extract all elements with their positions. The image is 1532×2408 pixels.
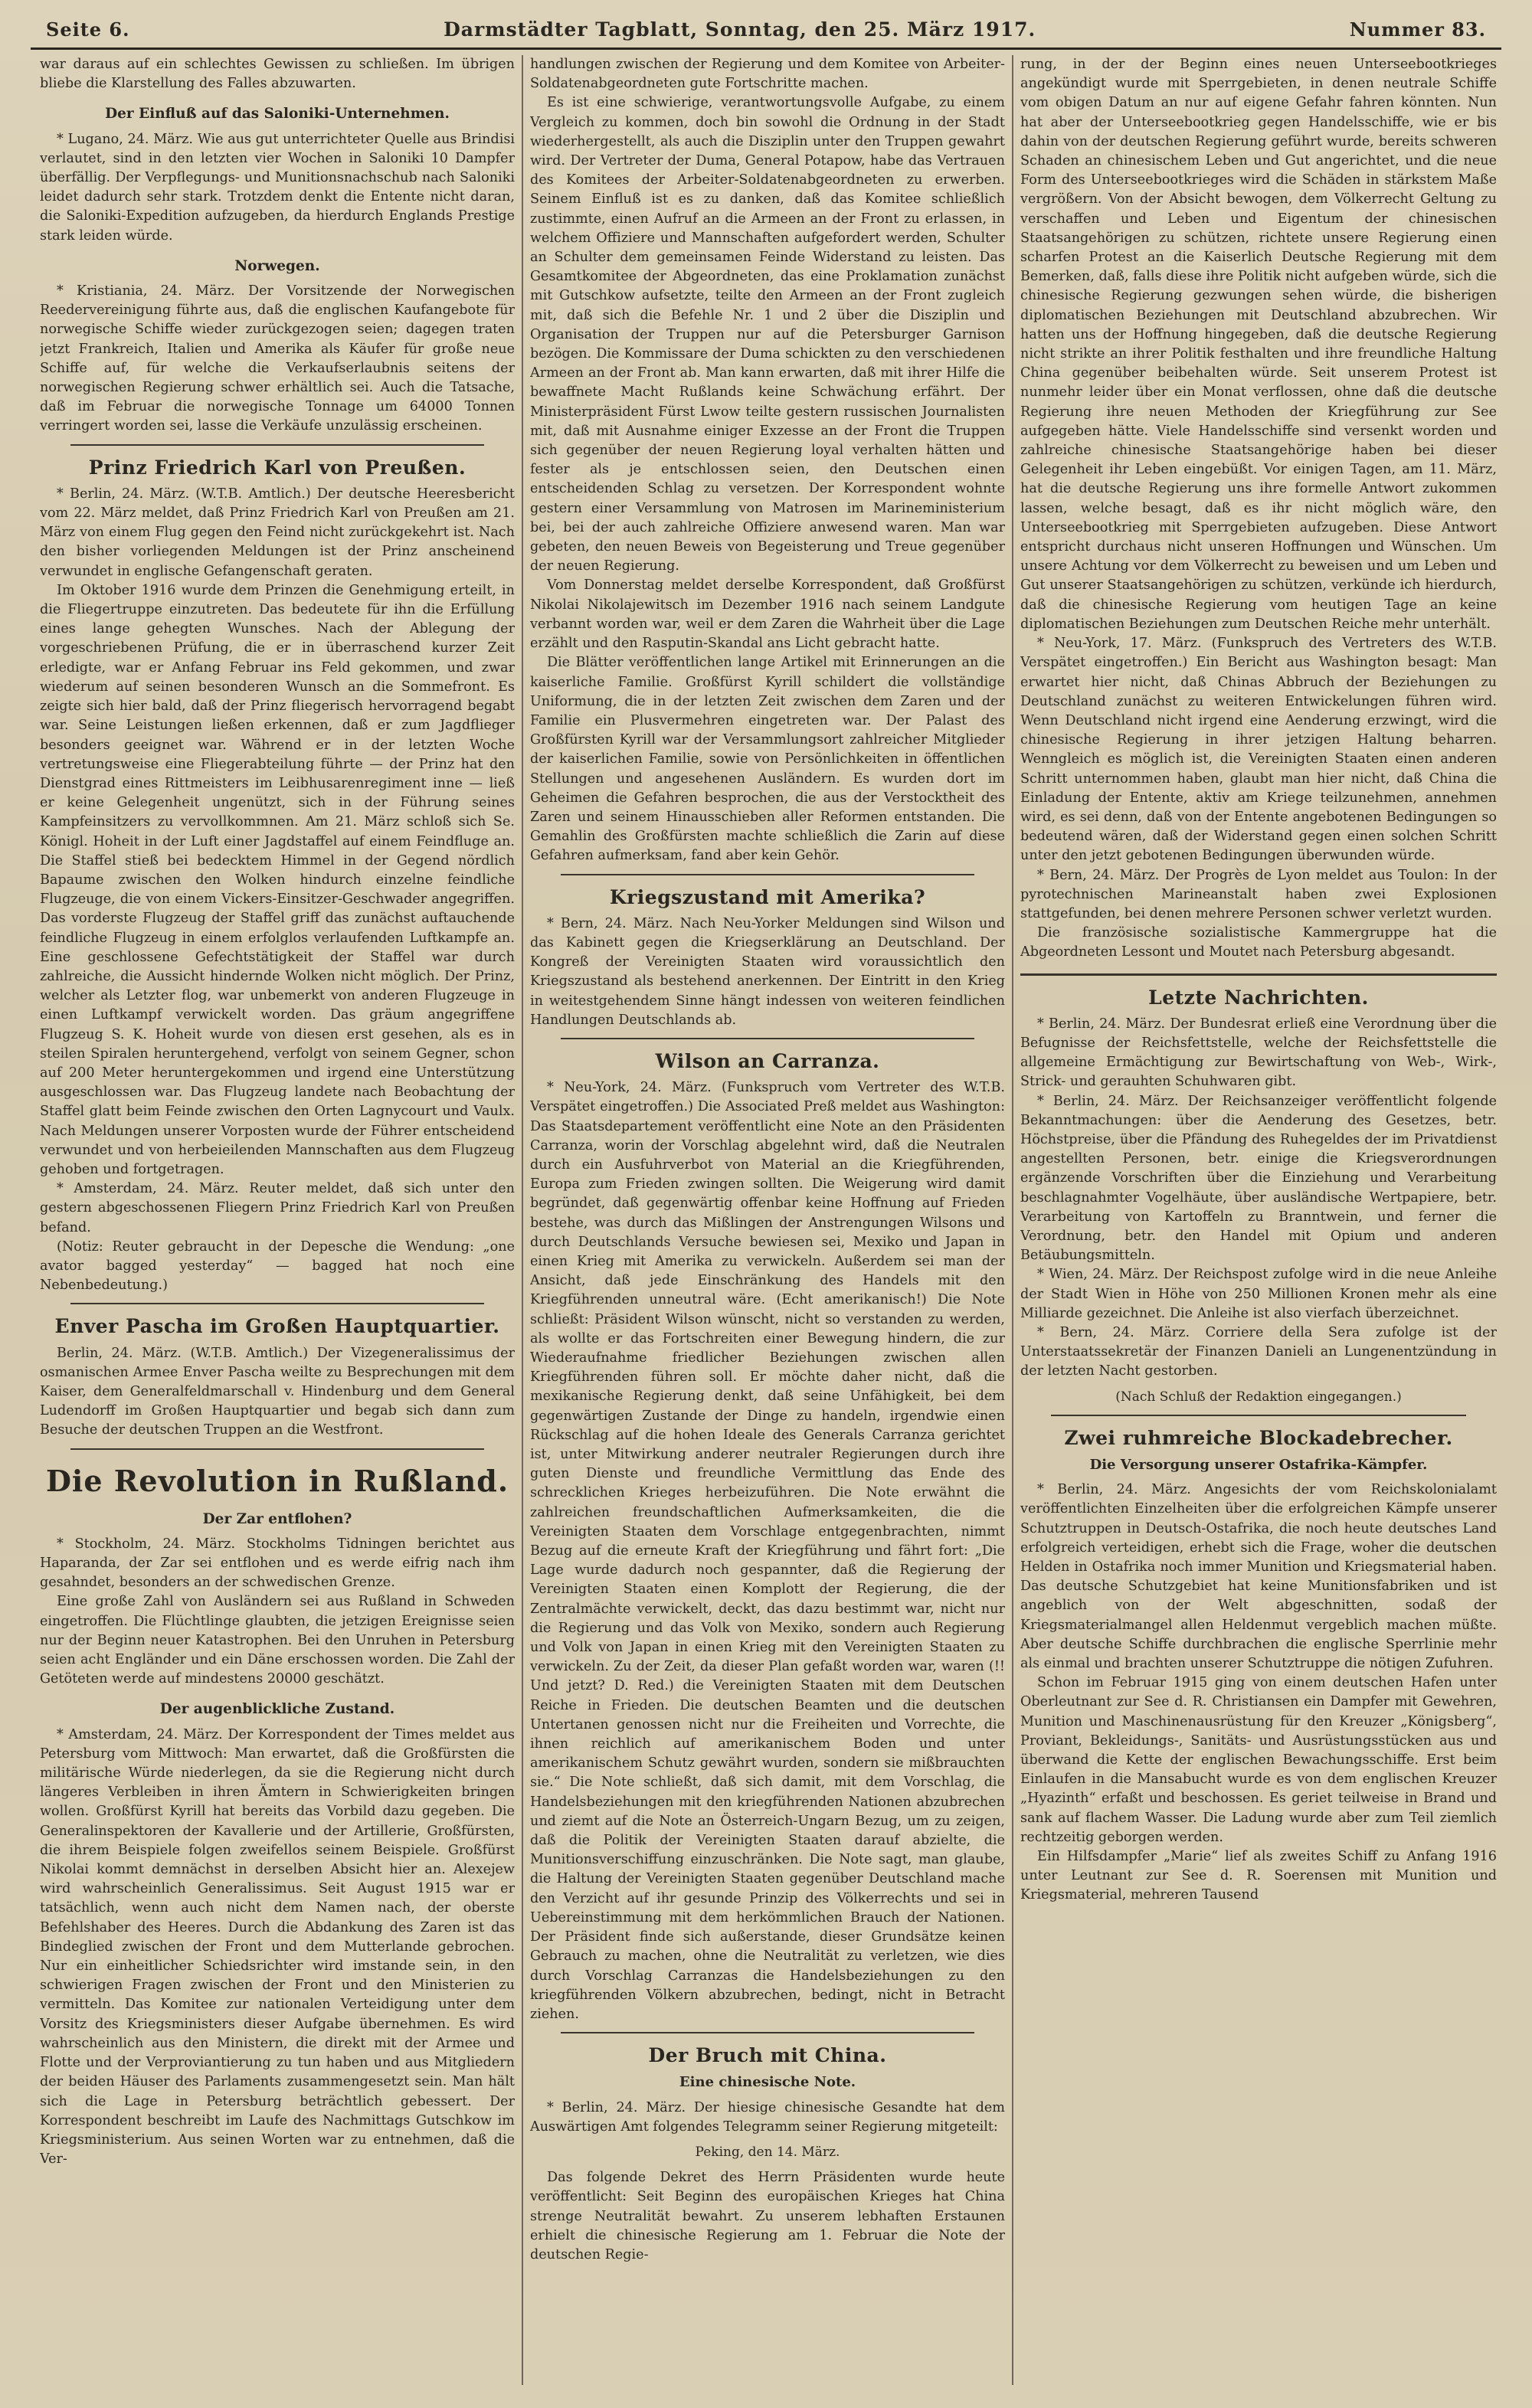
article-headline: Der Bruch mit China. bbox=[648, 2044, 887, 2067]
article-paragraph: * Kristiania, 24. März. Der Vorsitzende der Norwegischen Reedervereinigung führte aus, daß die englischen Kaufangebote für norwegische Schiffe wieder zurückgezogen seien; dagegen traten jetzt Frankreich, Italien und Amerika als Käufer für große neue Schiffe auf, für welche die Verkaufserlaubnis seitens der norwegischen Regierung schwer erhältlich sei. Auch die Tatsache, daß im Februar die norwegische Tonnage um 64000 Tonnen verringert worden sei, lasse die Verkäufe unzulässig erscheinen. bbox=[40, 283, 515, 434]
section-heading: Der augenblickliche Zustand. bbox=[159, 1701, 395, 1718]
article-paragraph: * Neu-York, 17. März. (Funkspruch des Vertreters des W.T.B. Verspätet eingetroffen.) Ein Bericht aus Washington besagt: Man erwartet hier nicht, daß Chinas Abbruch der Beziehungen zu Deutschland zunächst zu weiteren Entwickelungen führen wird. Wenn Deutschland nicht irgend eine Aenderung erzwingt, wird die chinesische Regierung in ihrer jetzigen Haltung beharren. Wenngleich es möglich ist, die Vereinigten Staaten einen anderen Schritt unternommen haben, glaubt man hier nicht, daß China die Einladung der Entente, aktiv am Kriege teilzunehmen, annehmen wird, es sei denn, daß von der Entente angebotenen Bedingungen so bedeutend wären, daß der Widerstand gegen einen solchen Schritt unter den jetzt gebotenen Bedingungen überwunden würde. bbox=[1020, 636, 1497, 864]
continued-text: handlungen zwischen der Regierung und dem Komitee von Arbeiter-Soldatenabgeordneten gute Fortschritte machen. bbox=[530, 57, 1005, 92]
section-heading: Der Zar entflohen? bbox=[202, 1510, 352, 1527]
article-subheading: Die Versorgung unserer Ostafrika-Kämpfer. bbox=[1089, 1457, 1428, 1474]
section-rule bbox=[1020, 973, 1497, 976]
article-paragraph: Eine große Zahl von Ausländern sei aus Rußland in Schweden eingetroffen. Die Flüchtlinge glaubten, die jetzigen Ereignisse seien nur der Beginn neuer Katastrophen. Bei den Unruhen in Petersburg seien acht Engländer und ein Däne erschossen worden. Die Zahl der Getöteten werde auf mindestens 20000 geschätzt. bbox=[40, 1594, 515, 1687]
article-paragraph: * Neu-York, 24. März. (Funkspruch vom Vertreter des W.T.B. Verspätet eingetroffen.) Die Associated Preß meldet aus Washington: Das Staatsdepartement veröffentlicht eine Note an den Präsidenten Carranza, worin der Vorschlag abgelehnt wird, daß die Neutralen durch ein Ausfuhrverbot von Material an die Kriegführenden, Europa zum Frieden zwingen sollten. Die Weigerung wird damit begründet, daß gegenwärtig offenbar keine Hoffnung auf Frieden bestehe, was durch das Mißlingen der Anstrengungen Wilsons und durch Deutschlands Versuche bewiesen sei, Mexiko und Japan in einen Krieg mit Amerika zu verwickeln. Außerdem sei man der Ansicht, daß jede Einschränkung des Handels mit den Kriegführenden unneutral wäre. (Echt amerikanisch!) Die Note schließt: Präsident Wilson wünscht, nicht so verstanden zu werden, als wollte er das Fortschreiten einer Bewegung hindern, die zur Wiederaufnahme friedlicher Beziehungen zwischen allen Kriegführenden führen soll. Er möchte daher nicht, daß die mexikanische Regierung denkt, daß seine Unfähigkeit, bei dem gegenwärtigen Zustande der Dinge zu handeln, irgendwie einen Rückschlag auf die hohen Ideale des Generals Carranza gerichtet ist, unter Mitwirkung anderer neutraler Regierungen durch ihre guten Dienste und freundliche Vermittlung das Ende des schrecklichen Krieges herbeizuführen. Die Note erwähnt die zahlreichen freundschaftlichen Aufmerksamkeiten, die die Vereinigten Staaten dem Vorschlage entgegenbrachten, nimmt Bezug auf die erneute Kraft der Kriegführung und fährt fort: „Die Lage wurde dadurch noch gespannter, daß die Regierung der Vereinigten Staaten einen Komplott der Regierung, die der Zentralmächte verwickelt, deckt, das dazu bestimmt war, nicht nur die Regierung und das Volk von Mexiko, sondern auch Regierung und Volk von Japan in einen Krieg mit den Vereinigten Staaten zu verwickeln. Zu der Zeit, da dieser Plan gefaßt worden war, waren (!! Und jetzt? D. Red.) die Vereinigten Staaten mit dem Deutschen Reiche in Frieden. Die deutschen Beamten und die deutschen Untertanen genossen nicht nur die Freiheiten und Vorrechte, die ihnen reichlich auf amerikanischem Boden und unter amerikanischem Schutz gewährt wurden, sondern sie mißbrauchten sie.“ Die Note schließt, daß sich damit, mit dem Vorschlag, die Handelsbeziehungen mit den kriegführenden Nationen abzubrechen und ziemt auf die Note an Österreich-Ungarn Bezug, um zu zeigen, daß die Politik der Vereinigten Staaten darauf abzielte, die Munitionsverschiffung einzuschränken. Die Note sagt, man glaube, die Haltung der Vereinigten Staaten gegenüber Deutschland mache den Verzicht auf ihr gesunde Prinzip des Völkerrechts und sei in Uebereinstimmung mit dem herkömmlichen Brauch der Nationen. Der Präsident finde sich außerstande, dieser Grundsätze keinen Gebrauch zu machen, ohne die Neutralität zu verletzen, wie dies durch Vorschlag Carranzas die Handelsbeziehungen zu den kriegführenden Völkern abzubrechen, bedingt, nicht in Betracht ziehen. bbox=[530, 1080, 1005, 2022]
article-paragraph: * Amsterdam, 24. März. Reuter meldet, daß sich unter den gestern abgeschossenen Fliegern Prinz Friedrich Karl von Preußen befand. bbox=[40, 1181, 515, 1235]
article-divider bbox=[561, 874, 974, 875]
column-3 bbox=[1020, 55, 1497, 2385]
article-divider bbox=[561, 2032, 974, 2033]
article-headline: Kriegszustand mit Amerika? bbox=[609, 885, 926, 908]
article-paragraph: Es ist eine schwierige, verantwortungsvolle Aufgabe, zu einem Vergleich zu kommen, doch bin sowohl die Ordnung in der Stadt wiederhergestellt, als auch die Disziplin unter den Truppen gewahrt wird. Der Vertreter der Duma, General Potapow, habe das Vertrauen des Komitees der Arbeiter-Soldatenabgeordneten zu erwerben. Seinem Einfluß ist es zu danken, daß das Komitee schließlich zustimmte, einen Aufruf an die Armeen an der Front zu erlassen, in welchem Offiziere und Mannschaften aufgefordert werden, Schulter an Schulter dem gemeinsamen Feinde Widerstand zu leisten. Das Gesamtkomitee der Abgeordneten, das eine Proklamation zunächst mit Gutschkow aufsetzte, teilte den Armeen an der Front zugleich mit, daß sich die Befehle Nr. 1 und 2 über die Disziplin und Organisation der Truppen nur auf die Petersburger Garnison bezögen. Die Kommissare der Duma schickten zu den verschiedenen Armeen an der Front ab. Man kann erwarten, daß mit ihrer Hilfe die bewaffnete Macht Rußlands keine Schwächung erfährt. Der Ministerpräsident Fürst Lwow teilte gestern russischen Journalisten mit, daß mit Ausnahme einiger Exzesse an der Front die Truppen sich gegenüber der neuen Regierung loyal verhalten hätten und fester als je entschlossen seien, den Deutschen einen entscheidenden Schlag zu versetzen. Der Korrespondent wohnte gestern einer Versammlung von Matrosen im Marineministerium bei, bei der auch zahlreiche Offiziere anwesend waren. Man war gebeten, den neuen Beweis von Begeisterung und Treue gegenüber der neuen Regierung. bbox=[530, 95, 1005, 574]
article-divider bbox=[70, 1303, 484, 1304]
article-paragraph: Die französische sozialistische Kammergruppe hat die Abgeordneten Lessont und Moutet nach Petersburg abgesandt. bbox=[1020, 925, 1497, 960]
article-paragraph: Im Oktober 1916 wurde dem Prinzen die Genehmigung erteilt, in die Fliegertruppe einzutreten. Das bedeutete für ihn die Erfüllung eines lange gehegten Wunsches. Nach der Ablegung der vorgeschriebenen Prüfung, die er in überraschend kurzer Zeit erledigte, war er Anfang Februar ins Feld gekommen, und zwar wiederum auf seinen besonderen Wunsch an die Sommefront. Es zeigte sich hier bald, daß der Prinz fliegerisch hervorragend begabt war. Seine Leistungen ließen erkennen, daß er zum Jagdflieger besonders geeignet war. Während er in der letzten Woche vertretungsweise eine Fliegerabteilung führte — der Prinz hat den Dienstgrad eines Rittmeisters im Leibhusarenregiment inne — ließ er keine Gelegenheit ungenützt, sich in der Führung seines Kampfeinsitzers zu vervollkommnen. Am 21. März schloß sich Se. Königl. Hoheit in der Luft einer Jagdstaffel auf einem Feindfluge an. Die Staffel stieß bei bedecktem Himmel in der Gegend nördlich Bapaume zwischen den Wolken hindurch einzelne feindliche Flugzeuge, die von einem Vickers-Einsitzer-Geschwader angegriffen. Das vorderste Flugzeug der Staffel griff das zunächst auftauchende feindliche Flugzeug in einem erfolglos verlaufenden Luftkampfe an. Eine geschlossene Gefechtstätigkeit der Staffel war durch zahlreiche, die Aussicht hindernde Wolken nicht möglich. Der Prinz, welcher als Letzter flog, war unbemerkt von anderen Flugzeuge in einen Luftkampf verwickelt worden. Das gräum angegriffene Flugzeug S. K. Hoheit wurde von diesen erst gesehen, als es in steilen Spiralen heruntergehend, verfolgt von seinem Gegner, schon auf 200 Meter heruntergekommen und irgend eine Unterstützung ausgeschlossen war. Das Flugzeug landete nach Beobachtung der Staffel glatt beim Feinde zwischen den Orten Lagnycourt und Vaulx. Nach Meldungen unserer Vorposten wurde der Führer entscheidend verwundet und von herbeieilenden Mannschaften aus dem Flugzeug gehoben und fortgetragen. bbox=[40, 582, 515, 1177]
continued-text: war daraus auf ein schlechtes Gewissen zu schließen. Im übrigen bliebe die Klarstellung des Falles abzuwarten. bbox=[40, 57, 515, 92]
article-paragraph: * Berlin, 24. März. Der Bundesrat erließ eine Verordnung über die Befugnisse der Reichsfettstelle, welche der Reichsfettstelle die allgemeine Ermächtigung zur Bewirtschaftung von Web-, Wirk-, Strick- und gerauhten Schuhwaren gibt. bbox=[1020, 1016, 1497, 1090]
article-headline: Letzte Nachrichten. bbox=[1148, 986, 1369, 1009]
article-paragraph: * Amsterdam, 24. März. Der Korrespondent der Times meldet aus Petersburg vom Mittwoch: Man erwartet, daß die Großfürsten die militärische Würde niederlegen, da sie die Regierung nicht durch längeres Verbleiben in ihren Ämtern in Schwierigkeiten bringen wollen. Großfürst Kyrill hat bereits das Vorbild dazu gegeben. Die Generalinspektoren der Kavallerie und der Artillerie, Großfürsten, die ihrem Beispiele folgen zweifellos seinem Beispiele. Großfürst Nikolai kommt demnächst in derselben Absicht hier an. Alexejew wird wahrscheinlich Generalissimus. Seit August 1915 war er tatsächlich, wenn auch nicht dem Namen nach, der oberste Befehlshaber des Heeres. Durch die Abdankung des Zaren ist das Bindeglied zwischen der Front und dem Mutterlande gebrochen. Nur ein einheitlicher Schiedsrichter wird imstande sein, in den schwierigen Fragen zwischen der Front und den Ministerien zu vermitteln. Das Komitee zur nationalen Verteidigung unter dem Vorsitz des Kriegsministers dieser Aufgabe übernehmen. Es wird wahrscheinlich aus den Ministern, die direkt mit der Armee und Flotte und der Verproviantierung zu tun haben und aus Mitgliedern der beiden Häuser des Parlaments zusammengesetzt sein. Man hält sich die Lage in Petersburg beträchtlich gebessert. Der Korrespondent beschreibt im Laufe des Nachmittags Gutschkow im Kriegsministerium. Aus seinen Worten war zu entnehmen, daß die Ver- bbox=[40, 1726, 515, 2168]
article-paragraph: Ein Hilfsdampfer „Marie“ lief als zweites Schiff zu Anfang 1916 unter Leutnant zur See d. R. Soerensen mit Munition und Kriegsmaterial, mehreren Tausend bbox=[1020, 1849, 1497, 1903]
page-number: Seite 6. bbox=[46, 18, 130, 41]
article-paragraph: * Berlin, 24. März. (W.T.B. Amtlich.) Der deutsche Heeresbericht vom 22. März meldet, daß Prinz Friedrich Karl von Preußen am 21. März von einem Flug gegen den Feind nicht zurückgekehrt ist. Nach den bisher vorliegenden Meldungen ist der Prinz anscheinend verwundet in englische Gefangenschaft geraten. bbox=[40, 486, 515, 579]
article-paragraph: * Berlin, 24. März. Der hiesige chinesische Gesandte hat dem Auswärtigen Amt folgendes Telegramm seiner Regierung mitgeteilt: bbox=[530, 2099, 1005, 2135]
article-headline: Wilson an Carranza. bbox=[655, 1049, 880, 1072]
header-rule bbox=[31, 47, 1501, 50]
newspaper-dateline: Darmstädter Tagblatt, Sonntag, den 25. März 1917. bbox=[444, 18, 1036, 41]
article-headline-large: Die Revolution in Rußland. bbox=[45, 1463, 509, 1498]
continued-text: rung, in der der Beginn eines neuen Unterseebootkrieges angekündigt wurde mit Sperrgebieten, in denen neutrale Schiffe vom obigen Datum an nur auf eigene Gefahr fahren könnten. Nun hat aber der Unterseebootkrieg gegen Handelsschiffe, wie er bis dahin von der deutschen Regierung geführt wurde, bereits schweren Schaden an chinesischem Leben und Gut angerichtet, und die neue Form des Unterseebootkrieges wird die Schäden in stärkstem Maße vergrößern. Von der Absicht bewogen, dem Völkerrecht Geltung zu verschaffen und Leben und Eigentum der chinesischen Staatsangehörigen zu schützen, richtete unsere Regierung einen scharfen Protest an die Kaiserlich Deutsche Regierung mit dem Bemerken, daß, falls diese ihre Politik nicht aufgeben würde, sich die chinesische Regierung gezwungen sehen würde, die bisherigen diplomatischen Beziehungen mit Deutschland abzubrechen. Wir hatten uns der Hoffnung hingegeben, daß die deutsche Regierung nicht strikte an ihrer Politik festhalten und ihre freundliche Haltung China gegenüber beibehalten würde. Seit unserem Protest ist nunmehr leider über ein Monat verflossen, ohne daß die deutsche Regierung ihre neuen Methoden der Kriegführung zur See aufgegeben hätte. Viele Handelsschiffe sind versenkt worden und zahlreiche chinesische Staatsangehörige haben bei dieser Gelegenheit ihr Leben eingebüßt. Vor einigen Tagen, am 11. März, hat die deutsche Regierung uns ihre formelle Antwort zukommen lassen, welche besagt, daß es ihr nicht möglich wäre, den Unterseebootkrieg mit Sperrgebieten aufzugeben. Diese Antwort entspricht durchaus nicht unseren Hoffnungen und Wünschen. Um unsere Achtung vor dem Völkerrecht zu beweisen und um Leben und Gut unserer Staatsangehörigen zu schützen, verkünde ich hierdurch, daß die chinesische Regierung vom heutigen Tage an keine diplomatischen Beziehungen zum Deutschen Reiche mehr unterhält. bbox=[1020, 57, 1497, 632]
article-paragraph: Die Blätter veröffentlichen lange Artikel mit Erinnerungen an die kaiserliche Familie. Großfürst Kyrill schildert die vollständige Uniformung, die in der letzten Zeit zwischen dem Zaren und der Familie ein Plusvermehren eingetreten war. Der Palast des Großfürsten Kyrill war der Versammlungsort zahlreicher Mitglieder der kaiserlichen Familie, sowie von Persönlichkeiten in öffentlichen Stellungen und angesehenen Ausländern. Es wurden dort im Geheimen die Gefahren besprochen, die aus der Verstocktheit des Zaren und seinem Hinausschieben aller Reformen entstanden. Die Gemahlin des Großfürsten machte schließlich die Zarin auf diese Gefahren aufmerksam, fand aber kein Gehör. bbox=[530, 655, 1005, 864]
section-heading: Der Einfluß auf das Saloniki-Unternehmen. bbox=[105, 106, 450, 123]
article-divider bbox=[70, 1448, 484, 1450]
article-divider bbox=[1051, 1415, 1466, 1416]
article-paragraph: * Berlin, 24. März. Der Reichsanzeiger veröffentlicht folgende Bekanntmachungen: über die Aenderung des Gesetzes, betr. Höchstpreise, über die Pfändung des Ruhegeldes der im Privatdienst angestellten Personen, betr. einige die Kriegsverordnungen ergänzende Vorschriften über die Einziehung und Verarbeitung beschlagnahmter Vogelhäute, über ausländische Wertpapiere, betr. Verarbeitung von Kartoffeln zu Branntwein, und ferner die Verordnung, betr. den Handel mit Opium und anderen Betäubungsmitteln. bbox=[1020, 1093, 1497, 1264]
late-note: (Nach Schluß der Redaktion eingegangen.) bbox=[1115, 1389, 1402, 1405]
article-paragraph: Berlin, 24. März. (W.T.B. Amtlich.) Der Vizegeneralissimus der osmanischen Armee Enver Pascha weilte zu Besprechungen mit dem Kaiser, dem Generalfeldmarschall v. Hindenburg und dem General Ludendorff im Großen Hauptquartier und begab sich dann zum Besuche der deutschen Truppen an die Westfront. bbox=[40, 1345, 515, 1438]
column-divider bbox=[522, 55, 523, 2385]
section-heading: Norwegen. bbox=[234, 257, 320, 274]
article-paragraph: * Bern, 24. März. Der Progrès de Lyon meldet aus Toulon: In der pyrotechnischen Marineanstalt haben zwei Explosionen stattgefunden, bei denen mehrere Personen schwer verletzt wurden. bbox=[1020, 867, 1497, 921]
article-paragraph: * Bern, 24. März. Nach Neu-Yorker Meldungen sind Wilson und das Kabinett gegen die Kriegserklärung an Deutschland. Der Kongreß der Vereinigten Staaten wird voraussichtlich den Kriegszustand als bestehend anerkennen. Der Eintritt in den Krieg in weitestgehendem Sinne hängt indessen von weiteren feindlichen Handlungen Deutschlands ab. bbox=[530, 915, 1005, 1028]
article-paragraph: * Bern, 24. März. Corriere della Sera zufolge ist der Unterstaatssekretär der Finanzen Danieli an Lungenentzündung in der letzten Nacht gestorben. bbox=[1020, 1325, 1497, 1379]
column-divider bbox=[1012, 55, 1013, 2385]
article-paragraph: * Berlin, 24. März. Angesichts der vom Reichskolonialamt veröffentlichten Einzelheiten über die erfolgreichen Kämpfe unserer Schutztruppen in Deutsch-Ostafrika, die noch heute deutsches Land erfolgreich verteidigen, erhebt sich die Frage, woher die deutschen Helden in Ostafrika noch immer Munition und Kriegsmaterial haben. Das deutsche Schutzgebiet hat keine Munitionsfabriken und ist angeblich von der Welt abgeschnitten, sodaß der Kriegsmaterialmangel allen Heldenmut vergeblich machen müßte. Aber deutsche Schiffe durchbrachen die englische Sperrlinie mehr als einmal und brachten unserer Schutztruppe die nötigen Zufuhren. bbox=[1020, 1482, 1497, 1672]
editorial-note: (Notiz: Reuter gebraucht in der Depesche die Wendung: „one avator bagged yesterday“ — bagged hat noch eine Nebenbedeutung.) bbox=[40, 1238, 515, 1294]
article-subheading: Eine chinesische Note. bbox=[679, 2074, 856, 2091]
page-header bbox=[46, 14, 1486, 44]
article-paragraph: Vom Donnerstag meldet derselbe Korrespondent, daß Großfürst Nikolai Nikolajewitsch im Dezember 1916 nach seinem Landgute verbannt worden war, weil er dem Zaren die Wahrheit über die Lage erzählt und den Rasputin-Skandal ans Licht gebracht hatte. bbox=[530, 577, 1005, 652]
dateline: Peking, den 14. März. bbox=[695, 2144, 840, 2160]
column-2 bbox=[530, 55, 1005, 2385]
article-paragraph: * Wien, 24. März. Der Reichspost zufolge wird in die neue Anleihe der Stadt Wien in Höhe von 250 Millionen Kronen mehr als eine Milliarde gezeichnet. Die Anleihe ist also vierfach überzeichnet. bbox=[1020, 1267, 1497, 1321]
article-headline: Zwei ruhmreiche Blockadebrecher. bbox=[1064, 1426, 1453, 1449]
article-headline: Enver Pascha im Großen Hauptquartier. bbox=[54, 1315, 500, 1338]
issue-number: Nummer 83. bbox=[1349, 18, 1486, 41]
article-divider bbox=[70, 444, 484, 446]
article-paragraph: * Stockholm, 24. März. Stockholms Tidningen berichtet aus Haparanda, der Zar sei entflohen und es werde eifrig nach ihm gesahndet, besonders an der schwedischen Grenze. bbox=[40, 1536, 515, 1591]
article-paragraph: Schon im Februar 1915 ging von einem deutschen Hafen unter Oberleutnant zur See d. R. Christiansen ein Dampfer mit Gewehren, Munition und Maschinenausrüstung für den Kreuzer „Königsberg“, Proviant, Bekleidungs-, Sanitäts- und Ausrüstungsstücken aus und überwand die Kette der englischen Bewachungsschiffe. Erst beim Einlaufen in die Mansabucht wurde es von dem englischen Kreuzer „Hyazinth“ erfaßt und beschossen. Es geriet teilweise in Brand und sank auf flachem Wasser. Die Ladung wurde aber zum Teil ziemlich rechtzeitig geborgen werden. bbox=[1020, 1675, 1497, 1845]
article-paragraph: Das folgende Dekret des Herrn Präsidenten wurde heute veröffentlicht: Seit Beginn des europäischen Krieges hat China strenge Neutralität bewahrt. Zu unserem lebhaften Erstaunen erhielt die chinesische Regierung am 1. Februar die Note der deutschen Regie- bbox=[530, 2170, 1005, 2262]
article-divider bbox=[561, 1038, 974, 1039]
column-1 bbox=[40, 55, 515, 2385]
article-headline: Prinz Friedrich Karl von Preußen. bbox=[88, 456, 466, 479]
article-paragraph: * Lugano, 24. März. Wie aus gut unterrichteter Quelle aus Brindisi verlautet, sind in den letzten vier Wochen in Saloniki 10 Dampfer überfällig. Der Verpflegungs- und Munitionsnachschub nach Saloniki leidet dadurch sehr stark. Trotzdem denkt die Entente nicht daran, die Saloniki-Expedition aufzugeben, da hierdurch Englands Prestige stark leiden würde. bbox=[40, 131, 515, 244]
